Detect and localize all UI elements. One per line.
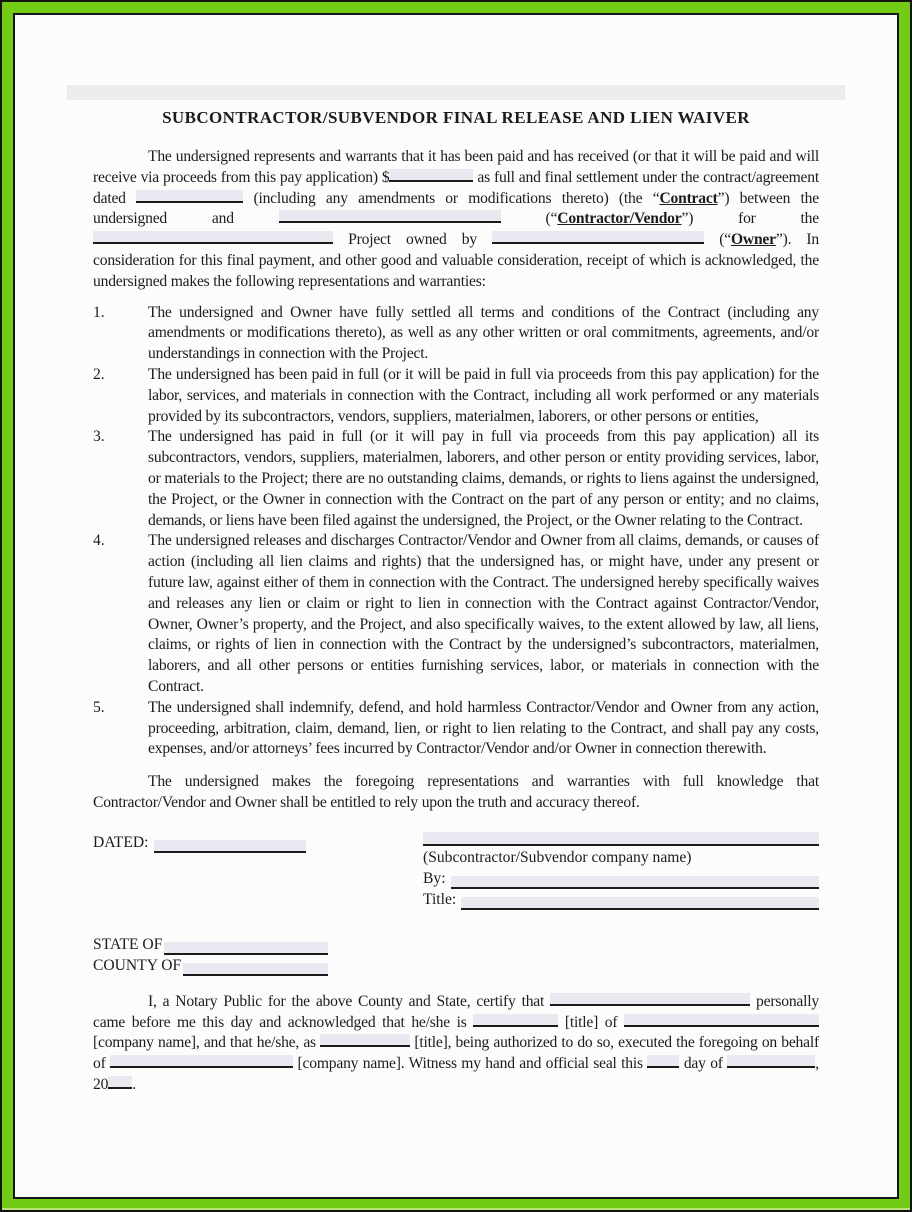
list-item-number: 5. [93, 698, 105, 716]
list-item-5 [93, 698, 819, 760]
county-blank-field [183, 963, 328, 976]
company-name-caption: (Subcontractor/Subvendor company name) [423, 848, 692, 866]
blank-field [473, 1014, 558, 1027]
state-of-label: STATE OF [93, 935, 163, 953]
document-content [15, 107, 897, 1096]
list-item-2 [93, 365, 819, 427]
defined-term: Contractor/Vendor [557, 210, 682, 228]
list-item-1 [93, 303, 819, 365]
dated-row [93, 832, 423, 853]
notary-paragraph: I, a Notary Public for the above County and State, certify that personally came before me this day and acknowledged that he/she is [title] of [company name], and that he/she, as [title], being authorized to do so, executed the foregoing on behalf of [company name]. Witness my hand and official seal this day of , 20 . [93, 992, 820, 1093]
title-label: Title: [423, 890, 457, 908]
state-blank-field [164, 942, 328, 955]
blank-field [320, 1034, 410, 1047]
state-of-row [93, 934, 328, 955]
signature-section [93, 832, 819, 910]
blank-field [492, 231, 704, 244]
scan-artifact-band [67, 85, 845, 100]
list-item-number: 1. [93, 303, 105, 321]
list-item-text: The undersigned shall indemnify, defend, and hold harmless Contractor/Vendor and Owner from any action, proceeding, arbitration, claim, demand, lien, or right to lien relating to the Contract, and shall pay any costs, expenses, and/or attorneys’ fees incurred by Contractor/Vendor and/or Owner in connection therewith. [148, 698, 819, 758]
dated-label: DATED: [93, 833, 149, 851]
by-label: By: [423, 869, 446, 887]
document-title: SUBCONTRACTOR/SUBVENDOR FINAL RELEASE AND LIEN WAIVER [162, 108, 750, 127]
notary-venue-section [93, 934, 819, 976]
blank-field [136, 190, 243, 203]
blank-field [550, 993, 750, 1006]
title-blank-field [461, 897, 819, 910]
by-row [423, 868, 819, 889]
dated-blank-field [154, 840, 306, 853]
list-item-text: The undersigned releases and discharges Contractor/Vendor and Owner from all claims, demands, or causes of action (including all lien claims and rights) that the undersigned has, or might have, under any present or future law, against either of them in connection with the Contract. The undersigned hereby specifically waives and releases any lien or claim or right to lien in connection with the Contract against Contractor/Vendor, Owner, Owner’s property, and the Project, and also specifically waives, to the extent allowed by law, all liens, claims, or rights of lien in connection with the Contract by the undersigned’s subcontractors, materialmen, laborers, and all other persons or entities furnishing services, labor, or materials in connection with the Contract. [148, 532, 819, 695]
company-signature-line [423, 832, 819, 846]
signature-left-column [93, 832, 423, 910]
document-page [13, 13, 899, 1199]
list-item-number: 2. [93, 365, 105, 383]
by-blank-field [451, 876, 819, 889]
defined-term: Contract [659, 189, 718, 207]
blank-field [647, 1055, 679, 1068]
blank-field [108, 1076, 132, 1089]
list-item-text: The undersigned has paid in full (or it will pay in full via proceeds from this pay application) all its subcontractors, vendors, suppliers, materialmen, laborers, and other person or entity providing services, labor, or materials to the Project; there are no outstanding claims, demands, or rights to liens against the undersigned, the Project, or the Owner in connection with the Contract on the part of any person or entity; and no claims, demands, or liens have been filed against the undersigned, the Project, or the Owner relating to the Contract. [148, 428, 819, 529]
list-item-3 [93, 427, 819, 531]
intro-paragraph: The undersigned represents and warrants that it has been paid and has received (or that it will be paid and will receive via proceeds from this pay application) $ as full and final settlement under the contract/agreement dated (including any amendments or modifications thereto) (the “Contract”) between the undersigned and (“Contractor/Vendor”) for the Project owned by (“Owner”). In consideration for this final payment, and other good and valuable consideration, receipt of which is acknowledged, the undersigned makes the following representations and warranties: [93, 148, 819, 290]
blank-field [93, 231, 333, 244]
numbered-list [93, 303, 819, 761]
defined-term: Owner [730, 231, 776, 249]
blank-field [624, 1014, 819, 1027]
list-item-text: The undersigned has been paid in full (or it will be paid in full via proceeds from this pay application) for the labor, services, and materials in connection with the Contract, including all work performed or any materials provided by its subcontractors, vendors, suppliers, materialmen, laborers, or other persons or entities, [148, 365, 819, 425]
list-item-4 [93, 531, 819, 697]
blank-field [279, 210, 501, 223]
blank-field [727, 1055, 815, 1068]
blank-field [389, 169, 473, 182]
list-item-number: 3. [93, 428, 105, 446]
title-row [423, 889, 819, 910]
county-of-label: COUNTY OF [93, 956, 182, 974]
county-of-row [93, 955, 328, 976]
list-item-text: The undersigned and Owner have fully settled all terms and conditions of the Contract (including any amendments or modifications thereto), as well as any other written or oral commitments, agreements, and/or understandings in connection with the Project. [148, 303, 819, 363]
blank-field [110, 1055, 293, 1068]
closing-paragraph: The undersigned makes the foregoing representations and warranties with full knowledge that Contractor/Vendor and Owner shall be entitled to rely upon the truth and accuracy thereof. [93, 773, 819, 811]
list-item-number: 4. [93, 532, 105, 550]
signature-right-column [423, 832, 819, 910]
